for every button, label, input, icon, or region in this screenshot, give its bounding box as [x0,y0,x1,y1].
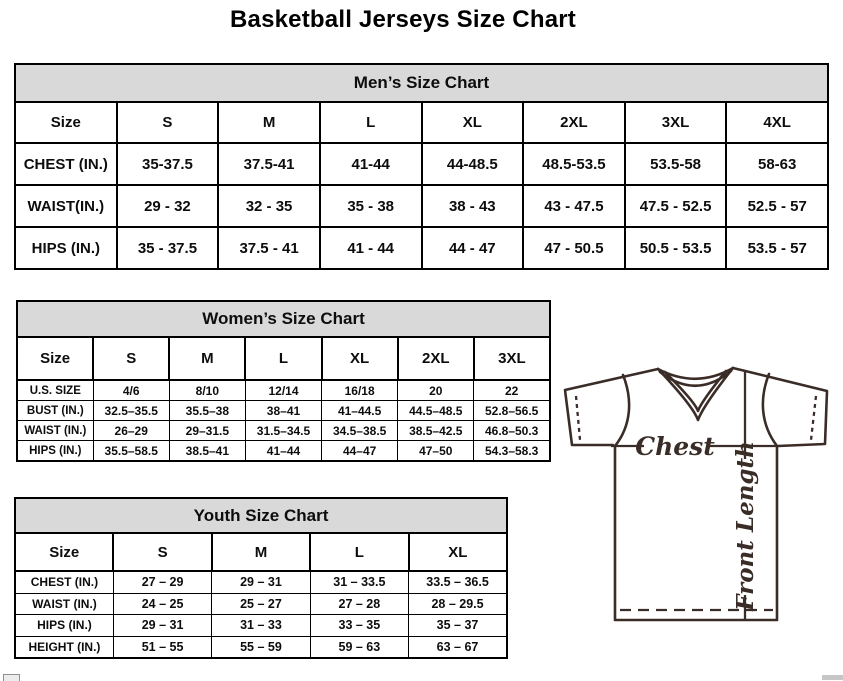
mens_table-header-6: 3XL [625,102,727,143]
mens_table-row-1-cell-5: 47.5 - 52.5 [625,185,727,227]
womens_table-row-1-cell-4: 44.5–48.5 [398,401,474,421]
mens_table-row-0-cell-1: 37.5-41 [218,143,320,185]
mens_table-row-1-cell-4: 43 - 47.5 [523,185,625,227]
womens_table-row-1-cell-0: 32.5–35.5 [93,401,169,421]
mens_table-header-4: XL [422,102,524,143]
womens_table-row-3-cell-5: 54.3–58.3 [474,441,550,462]
womens_table-row-3-label: HIPS (IN.) [17,441,93,462]
mens_table-row-2-cell-4: 47 - 50.5 [523,227,625,269]
youth_table-row-3-cell-2: 59 – 63 [310,636,408,658]
mens_table-row-1-cell-0: 29 - 32 [117,185,219,227]
mens_table-row-2-label: HIPS (IN.) [15,227,117,269]
womens_table-row-3-cell-2: 41–44 [245,441,321,462]
mens_table-row-0-cell-3: 44-48.5 [422,143,524,185]
mens_table-header-2: M [218,102,320,143]
cutoff-fragment-left [3,674,20,681]
mens_table-row-1-label: WAIST(IN.) [15,185,117,227]
youth_table-header-1: S [113,533,211,571]
mens_table-header-0: Size [15,102,117,143]
mens_table-row-1-cell-3: 38 - 43 [422,185,524,227]
mens_table-row-2-cell-2: 41 - 44 [320,227,422,269]
mens_table-row-0-cell-0: 35-37.5 [117,143,219,185]
jersey-right-sleeve [733,368,827,446]
womens_table-row-1-cell-1: 35.5–38 [169,401,245,421]
womens_table-row-2-cell-2: 31.5–34.5 [245,421,321,441]
womens_table-row-3-cell-4: 47–50 [398,441,474,462]
youth_table-row-2-cell-0: 29 – 31 [113,615,211,637]
womens_table-row-1-cell-3: 41–44.5 [322,401,398,421]
chest-label: Chest [635,432,715,461]
youth_table-row-1-cell-3: 28 – 29.5 [409,593,507,615]
youth_table-row-1-cell-2: 27 – 28 [310,593,408,615]
womens_table-row-0-cell-3: 16/18 [322,380,398,401]
womens_table-row-0-cell-1: 8/10 [169,380,245,401]
youth_table-row-2-cell-2: 33 – 35 [310,615,408,637]
mens_table-row-1-cell-2: 35 - 38 [320,185,422,227]
youth_table-row-2-cell-1: 31 – 33 [212,615,310,637]
mens_table-row-0-cell-2: 41-44 [320,143,422,185]
womens_table-row-0-cell-5: 22 [474,380,550,401]
womens_table-row-2-cell-3: 34.5–38.5 [322,421,398,441]
womens_table-header-3: L [245,337,321,380]
womens_table-row-1-cell-5: 52.8–56.5 [474,401,550,421]
youth_table-row-0-cell-0: 27 – 29 [113,571,211,593]
womens_table-title: Women’s Size Chart [17,301,550,337]
womens_table-row-0-label: U.S. SIZE [17,380,93,401]
jersey-outline-icon [555,358,843,664]
womens_table-row-1-cell-2: 38–41 [245,401,321,421]
mens_table-row-0-cell-5: 53.5-58 [625,143,727,185]
womens_table-row-1-label: BUST (IN.) [17,401,93,421]
youth_table-row-2-label: HIPS (IN.) [15,615,113,637]
youth_table-row-3-cell-1: 55 – 59 [212,636,310,658]
womens_table-row-2-cell-5: 46.8–50.3 [474,421,550,441]
womens_table-row-2-cell-4: 38.5–42.5 [398,421,474,441]
youth_table-row-0-label: CHEST (IN.) [15,571,113,593]
mens_table-row-2-cell-5: 50.5 - 53.5 [625,227,727,269]
womens_table-header-4: XL [322,337,398,380]
youth_table-row-3-label: HEIGHT (IN.) [15,636,113,658]
youth_table-row-1-cell-0: 24 – 25 [113,593,211,615]
jersey-right-cuff-dashes [811,396,816,440]
youth_table-row-3-cell-3: 63 – 67 [409,636,507,658]
mens_table-row-1-cell-6: 52.5 - 57 [726,185,828,227]
womens_table-row-2-cell-1: 29–31.5 [169,421,245,441]
youth_table-header-4: XL [409,533,507,571]
womens_table-row-3-cell-3: 44–47 [322,441,398,462]
jersey-right-armhole [763,374,777,446]
youth_table-header-0: Size [15,533,113,571]
mens_table-row-2-cell-0: 35 - 37.5 [117,227,219,269]
mens_table-header-7: 4XL [726,102,828,143]
womens_table-row-3-cell-0: 35.5–58.5 [93,441,169,462]
front-length-label: Front Length [732,441,759,611]
youth_table-row-0-cell-3: 33.5 – 36.5 [409,571,507,593]
womens_table-header-6: 3XL [474,337,550,380]
womens_table-row-0-cell-2: 12/14 [245,380,321,401]
womens_table-header-5: 2XL [398,337,474,380]
mens_table-row-1-cell-1: 32 - 35 [218,185,320,227]
youth_table-row-1-cell-1: 25 – 27 [212,593,310,615]
womens_table-row-0-cell-0: 4/6 [93,380,169,401]
youth_table-row-1-label: WAIST (IN.) [15,593,113,615]
womens_table-row-2-label: WAIST (IN.) [17,421,93,441]
youth_table-header-3: L [310,533,408,571]
mens_table-row-0-label: CHEST (IN.) [15,143,117,185]
youth_table-row-0-cell-2: 31 – 33.5 [310,571,408,593]
womens-size-table [16,300,551,462]
jersey-measurement-diagram [555,358,843,664]
page-title: Basketball Jerseys Size Chart [230,6,576,33]
mens_table-row-0-cell-4: 48.5-53.5 [523,143,625,185]
youth_table-row-2-cell-3: 35 – 37 [409,615,507,637]
womens_table-header-0: Size [17,337,93,380]
youth-size-table [14,497,508,659]
youth_table-row-3-cell-0: 51 – 55 [113,636,211,658]
mens_table-row-2-cell-3: 44 - 47 [422,227,524,269]
jersey-left-cuff-dashes [576,396,580,440]
mens_table-title: Men’s Size Chart [15,64,828,102]
womens_table-row-3-cell-1: 38.5–41 [169,441,245,462]
mens_table-row-2-cell-6: 53.5 - 57 [726,227,828,269]
jersey-left-armhole [615,375,629,446]
mens_table-header-5: 2XL [523,102,625,143]
mens_table-header-3: L [320,102,422,143]
youth_table-header-2: M [212,533,310,571]
youth_table-title: Youth Size Chart [15,498,507,533]
mens-size-table [14,63,829,270]
womens_table-row-0-cell-4: 20 [398,380,474,401]
youth_table-row-0-cell-1: 29 – 31 [212,571,310,593]
womens_table-header-2: M [169,337,245,380]
mens_table-row-2-cell-1: 37.5 - 41 [218,227,320,269]
mens_table-row-0-cell-6: 58-63 [726,143,828,185]
womens_table-row-2-cell-0: 26–29 [93,421,169,441]
mens_table-header-1: S [117,102,219,143]
womens_table-header-1: S [93,337,169,380]
cutoff-fragment-right [822,675,843,680]
